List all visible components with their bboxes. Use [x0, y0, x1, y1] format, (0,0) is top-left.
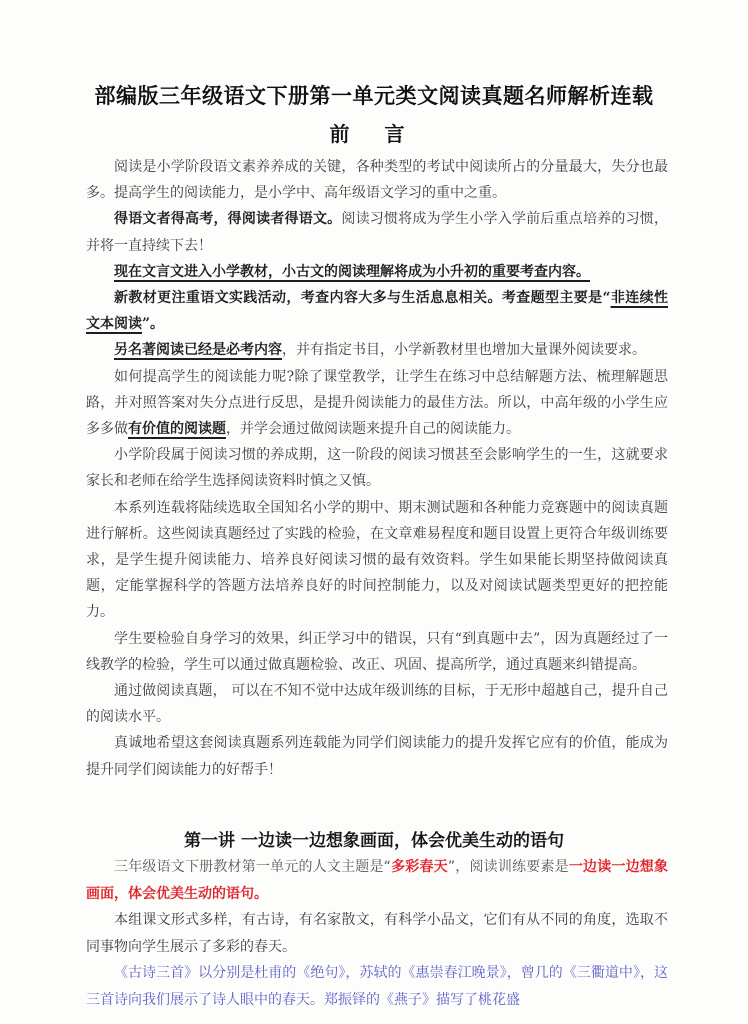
- section-body: [86, 854, 668, 1013]
- section-paragraph: [86, 854, 668, 907]
- section-paragraph: [86, 960, 668, 1013]
- preface-paragraph: [86, 337, 668, 363]
- preface-body: [86, 154, 668, 783]
- preface-paragraph: [86, 730, 668, 782]
- preface-paragraph: [86, 364, 668, 443]
- preface-paragraph: [86, 206, 668, 258]
- text-run: ，并学会通过做阅读题来提升自己的阅读能力。: [226, 421, 520, 438]
- preface-paragraph: [86, 442, 668, 494]
- text-run: 通过做阅读真题， 可以在不知不觉中达成年级训练的目标，于无形中超越自己，提升自己的阅读水平。: [86, 683, 668, 726]
- preface-paragraph: [86, 285, 668, 337]
- preface-paragraph: [86, 154, 668, 206]
- text-run: 三年级语文下册教材第一单元的人文主题是“: [114, 859, 391, 875]
- section-paragraph: [86, 907, 668, 960]
- preface-heading: 前 言: [329, 122, 419, 146]
- text-run: 阅读习惯将成为学生小学入学前后重点培养的习惯，并将一直持续下去！: [86, 211, 669, 254]
- text-run: ”，阅读训练要素是: [447, 859, 569, 875]
- preface-paragraph: [86, 495, 668, 626]
- text-run: 小学阶段属于阅读习惯的养成期，这一阶段的阅读习惯甚至会影响学生的一生，这就要求家长和老师在给学生选择阅读资料时慎之又慎。: [86, 447, 668, 490]
- text-run: 如何提高学生的阅读能力呢?除了课堂教学，让学生在练习中总结解题方法、梳理解题思路，并对照答案对失分点进行反思，是提升阅读能力的最佳方法。所以，中高年级的小学生应多多做: [86, 368, 668, 438]
- preface-paragraph: [86, 678, 668, 730]
- text-run: 有价值的阅读题: [128, 421, 226, 438]
- text-run: 本系列连载将陆续选取全国知名小学的期中、期末测试题和各种能力竞赛题中的阅读真题进行解析。这些阅读真题经过了实践的检验，在文章难易程度和题目设置上更符合年级训练要求，是学生提升阅读能力、培养良好阅读习惯的最有效资料。学生如果能长期坚持做阅读真题，定能掌握科学的答题方法培养良好的时间控制能力，以及对阅读试题类型更好的把控能力。: [86, 499, 668, 621]
- preface-paragraph: [86, 259, 668, 285]
- text-run: 多彩春天: [390, 859, 448, 875]
- text-run: 一边读一边想象画面，体会优美生动的语句。: [86, 859, 668, 902]
- text-run: 本组课文形式多样，有古诗，有名家散文，有科学小品文，它们有从不同的角度，选取不同事物向学生展示了多彩的春天。: [86, 912, 668, 955]
- text-run: 新教材更注重语文实践活动，考查内容大多与生活息息相关。考查题型主要是“: [114, 290, 611, 307]
- text-run: 非连续性文本阅读: [86, 290, 668, 333]
- document-title: 部编版三年级语文下册第一单元类文阅读真题名师解析连载: [94, 84, 654, 108]
- section-title: 第一讲 一边读一边想象画面，体会优美生动的语句: [184, 831, 564, 851]
- text-run: ”。: [142, 316, 165, 333]
- preface-paragraph: [86, 626, 668, 678]
- text-run: 阅读是小学阶段语文素养养成的关键，各种类型的考试中阅读所占的分量最大，失分也最多。提高学生的阅读能力，是小学中、高年级语文学习的重中之重。: [86, 159, 668, 202]
- text-run: 《古诗三首》以分别是杜甫的《绝句》，苏轼的《惠崇春江晚景》，曾几的《三衢道中》，这三首诗向我们展示了诗人眼中的春天。郑振铎的《燕子》描写了桃花盛: [86, 965, 668, 1008]
- text-run: 学生要检验自身学习的效果，纠正学习中的错误，只有“到真题中去”，因为真题经过了一线教学的检验，学生可以通过做真题检验、改正、巩固、提高所学，通过真题来纠错提高。: [86, 630, 668, 673]
- text-run: 真诚地希望这套阅读真题系列连载能为同学们阅读能力的提升发挥它应有的价值，能成为提升同学们阅读能力的好帮手！: [86, 735, 668, 778]
- text-run: 得语文者得高考，得阅读者得语文。: [114, 211, 342, 228]
- text-run: ，并有指定书目，小学新教材里也增加大量课外阅读要求。: [282, 342, 646, 359]
- text-run: 现在文言文进入小学教材，小古文的阅读理解将成为小升初的重要考查内容。: [114, 263, 590, 280]
- text-run: 另名著阅读已经是必考内容: [114, 342, 282, 359]
